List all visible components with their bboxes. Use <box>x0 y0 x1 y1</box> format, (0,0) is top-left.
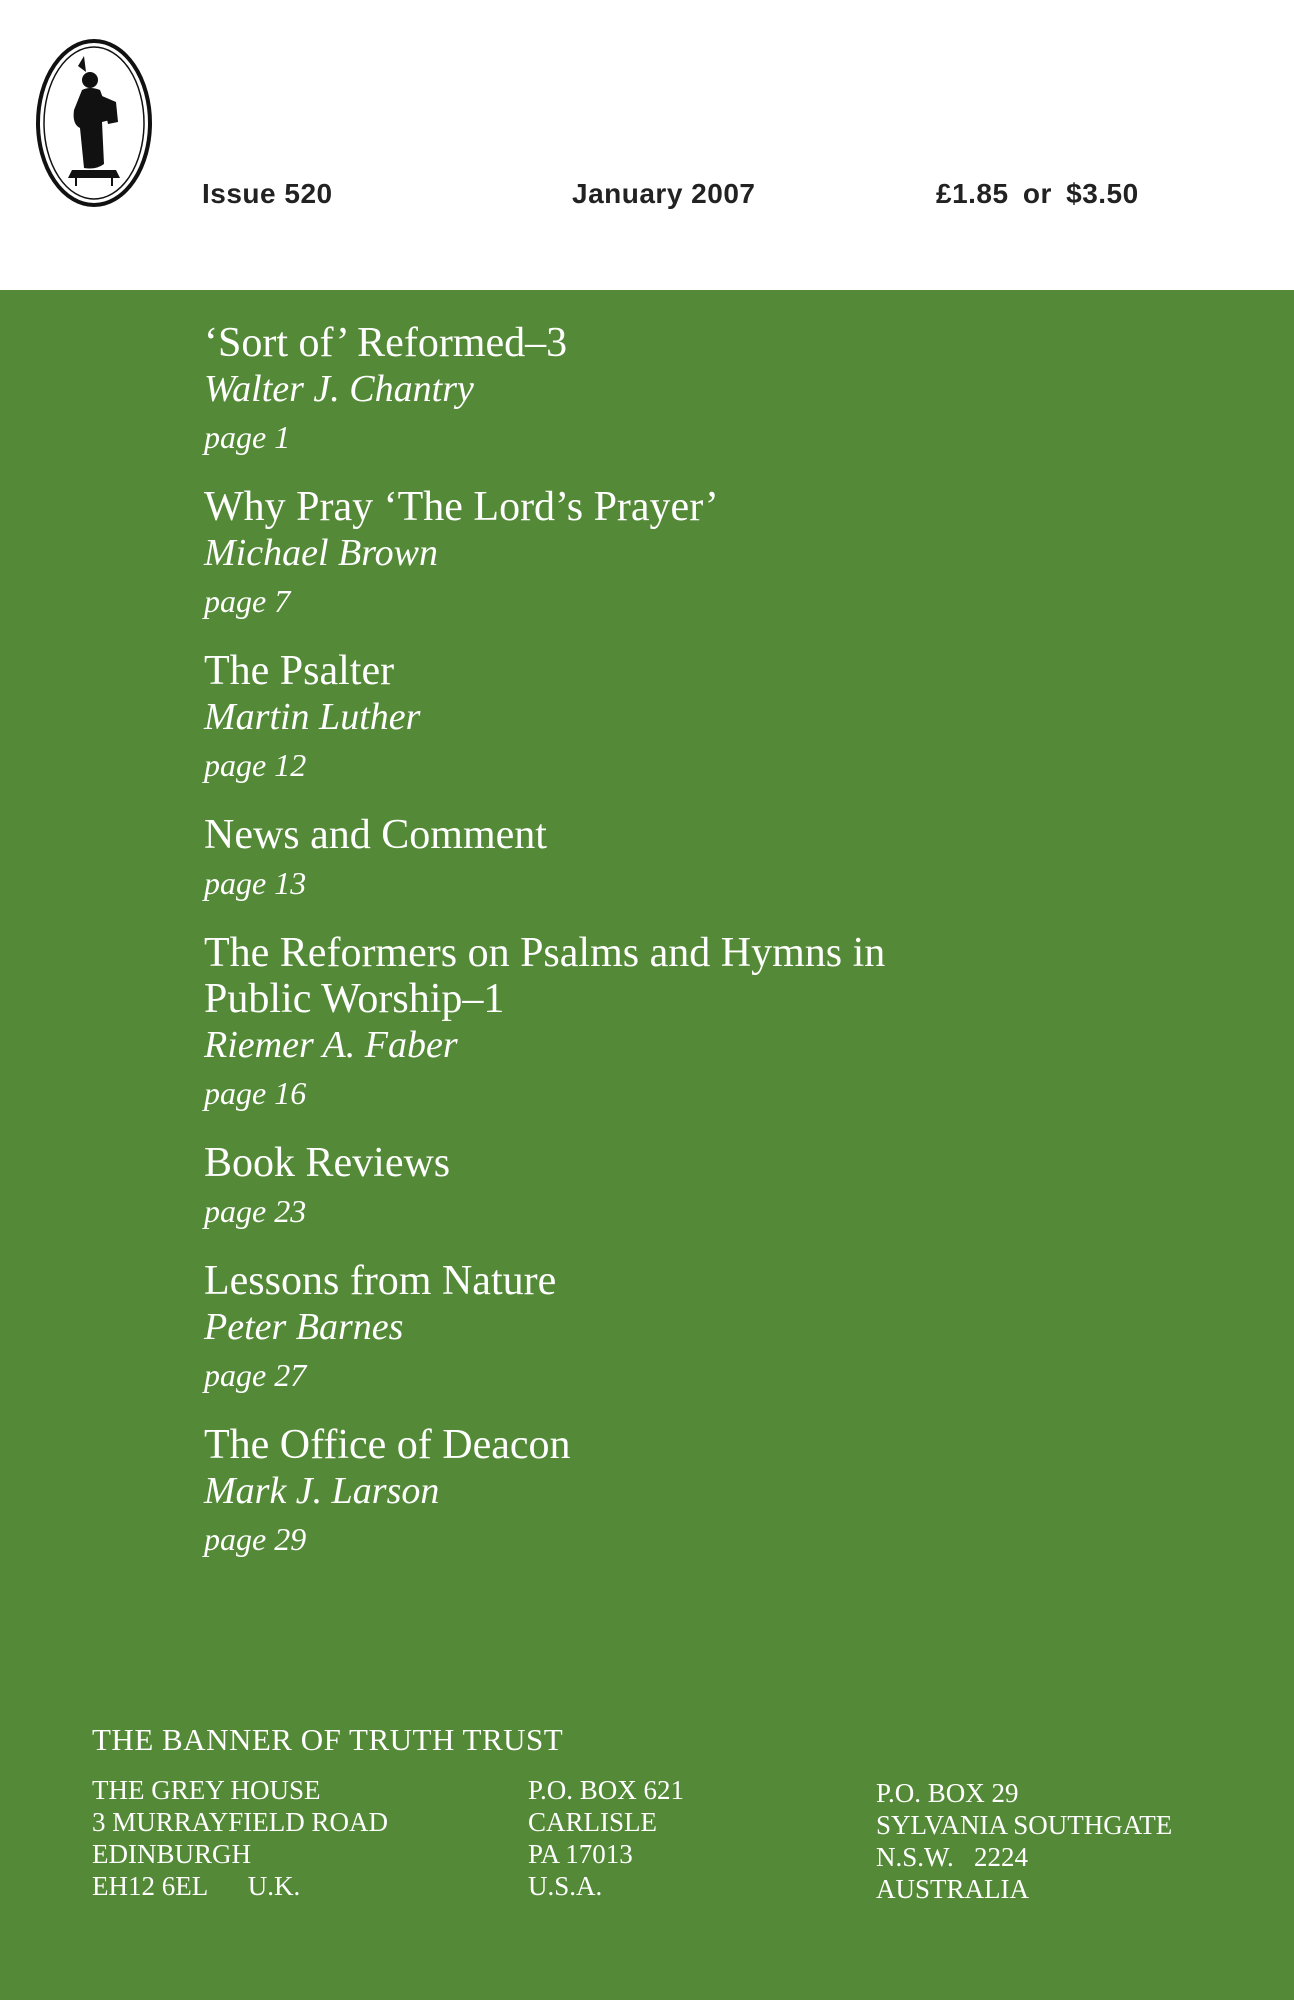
address-line: AUSTRALIA <box>876 1874 1029 1904</box>
address-line: EH12 6EL U.K. <box>92 1871 301 1901</box>
article-author: Martin Luther <box>204 696 421 738</box>
toc-entry[interactable] <box>204 930 1204 1118</box>
article-page: page 16 <box>204 1075 307 1111</box>
article-title: ‘Sort of’ Reformed–3 <box>204 320 568 366</box>
address-line: N.S.W. 2224 <box>876 1842 1029 1872</box>
masthead <box>0 0 1294 290</box>
toc-entry[interactable] <box>204 1422 1204 1564</box>
address-usa <box>528 1774 684 1902</box>
article-author: Riemer A. Faber <box>204 1024 458 1066</box>
address-line: SYLVANIA SOUTHGATE <box>876 1810 1173 1840</box>
article-page: page 12 <box>204 747 307 783</box>
address-line: U.S.A. <box>528 1871 603 1901</box>
article-page: page 1 <box>204 419 291 455</box>
address-australia <box>876 1777 1172 1905</box>
article-title-continued: Public Worship–1 <box>204 976 505 1022</box>
article-title: Why Pray ‘The Lord’s Prayer’ <box>204 484 719 530</box>
article-title: Book Reviews <box>204 1140 451 1186</box>
article-author: Walter J. Chantry <box>204 368 474 410</box>
issue-price: £1.85 or $3.50 <box>936 178 1139 209</box>
toc-entry[interactable] <box>204 1140 1204 1236</box>
toc-entry[interactable] <box>204 484 1204 626</box>
contents-panel <box>0 290 1294 2000</box>
address-line: THE GREY HOUSE <box>92 1775 321 1805</box>
toc-entry[interactable] <box>204 1258 1204 1400</box>
toc-entry[interactable] <box>204 320 1204 462</box>
article-page: page 29 <box>204 1521 307 1557</box>
article-author: Michael Brown <box>204 532 438 574</box>
table-of-contents <box>204 320 1204 1586</box>
publisher-name: THE BANNER OF TRUTH TRUST <box>92 1722 564 1757</box>
address-line: EDINBURGH <box>92 1839 251 1869</box>
article-page: page 13 <box>204 865 307 901</box>
article-page: page 27 <box>204 1357 307 1393</box>
article-title: Lessons from Nature <box>204 1258 557 1304</box>
address-uk <box>92 1774 388 1902</box>
reformer-figure-icon <box>32 36 156 210</box>
article-page: page 7 <box>204 583 291 619</box>
article-title: News and Comment <box>204 812 547 858</box>
address-line: PA 17013 <box>528 1839 633 1869</box>
address-line: P.O. BOX 621 <box>528 1775 685 1805</box>
issue-number: Issue 520 <box>202 178 333 209</box>
article-author: Peter Barnes <box>204 1306 404 1348</box>
toc-entry[interactable] <box>204 648 1204 790</box>
article-author: Mark J. Larson <box>204 1470 440 1512</box>
article-title: The Reformers on Psalms and Hymns in <box>204 930 886 976</box>
article-title: The Psalter <box>204 648 395 694</box>
article-page: page 23 <box>204 1193 307 1229</box>
address-line: CARLISLE <box>528 1807 658 1837</box>
issue-date: January 2007 <box>572 178 756 209</box>
address-line: P.O. BOX 29 <box>876 1778 1019 1808</box>
article-title: The Office of Deacon <box>204 1422 571 1468</box>
toc-entry[interactable] <box>204 812 1204 908</box>
address-line: 3 MURRAYFIELD ROAD <box>92 1807 389 1837</box>
